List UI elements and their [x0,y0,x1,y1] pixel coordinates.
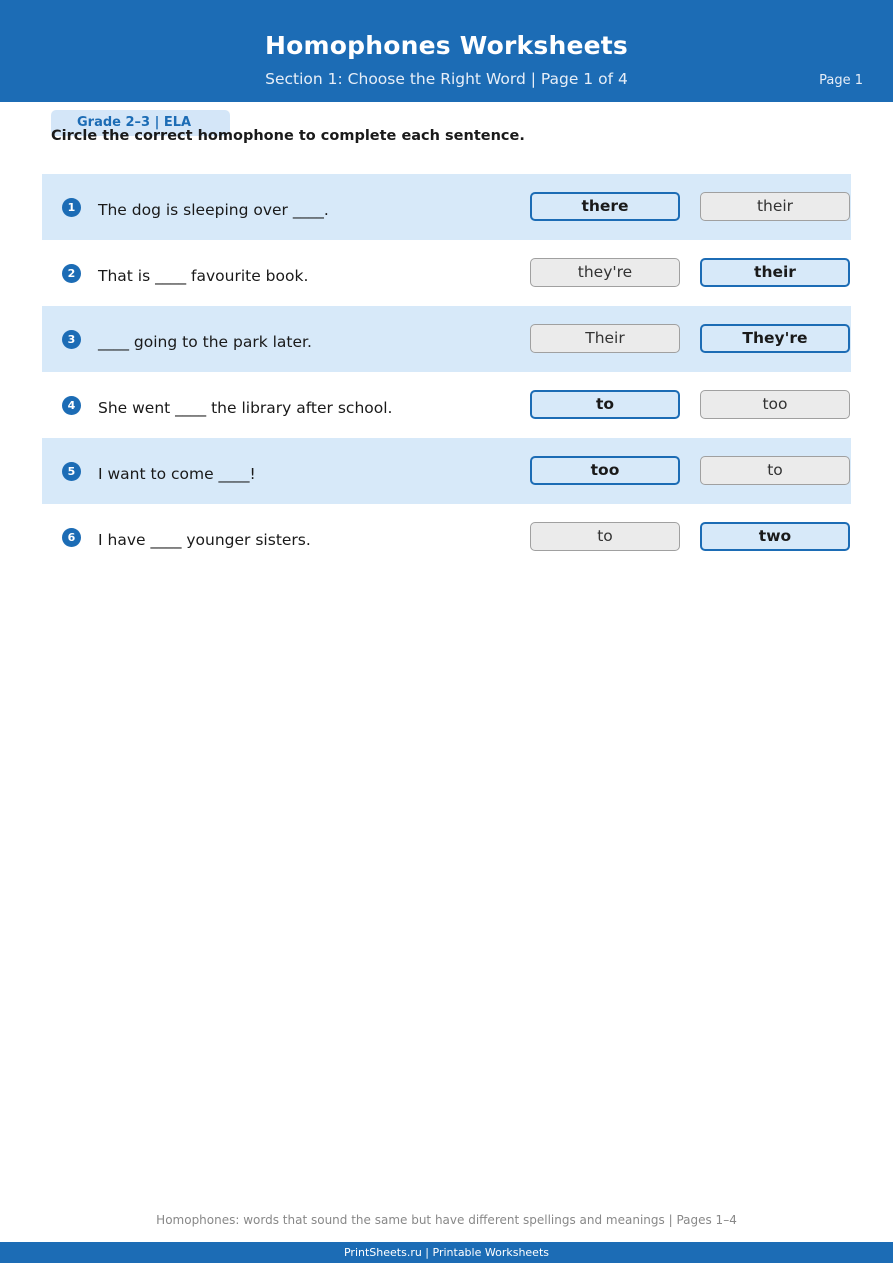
page-header [0,0,893,102]
grade-tag: Grade 2–3 | ELA [51,110,230,136]
question-number-badge: 5 [62,462,81,481]
option-button-selected[interactable]: too [530,456,680,485]
option-button[interactable]: their [700,192,850,221]
question-row-3 [42,306,851,372]
question-row-1 [42,174,851,240]
option-button[interactable]: too [700,390,850,419]
question-number-badge: 2 [62,264,81,283]
question-row-4 [42,372,851,438]
question-row-2 [42,240,851,306]
question-number-badge: 3 [62,330,81,349]
question-sentence: The dog is sleeping over ____. [98,201,329,219]
option-button-selected[interactable]: to [530,390,680,419]
question-row-5 [42,438,851,504]
option-button-selected[interactable]: They're [700,324,850,353]
question-sentence: I want to come ____! [98,465,256,483]
question-sentence: I have ____ younger sisters. [98,531,311,549]
page-number-label: Page 1 [819,73,863,88]
option-button[interactable]: Their [530,324,680,353]
question-sentence: ____ going to the park later. [98,333,312,351]
page-title: Homophones Worksheets [265,31,628,60]
option-button[interactable]: they're [530,258,680,287]
footer-bar: PrintSheets.ru | Printable Worksheets [0,1242,893,1263]
instructions: Circle the correct homophone to complete each sentence. [51,128,525,144]
question-number-badge: 1 [62,198,81,217]
question-number-badge: 6 [62,528,81,547]
question-sentence: That is ____ favourite book. [98,267,309,285]
option-button-selected[interactable]: two [700,522,850,551]
question-sentence: She went ____ the library after school. [98,399,393,417]
footer-note: Homophones: words that sound the same but have different spellings and meanings | Pages 1–4 [156,1213,737,1227]
option-button[interactable]: to [700,456,850,485]
question-number-badge: 4 [62,396,81,415]
option-button-selected[interactable]: their [700,258,850,287]
page-subtitle: Section 1: Choose the Right Word | Page 1 of 4 [265,70,628,88]
question-row-6 [42,504,851,570]
question-list [42,174,851,570]
option-button[interactable]: to [530,522,680,551]
option-button-selected[interactable]: there [530,192,680,221]
